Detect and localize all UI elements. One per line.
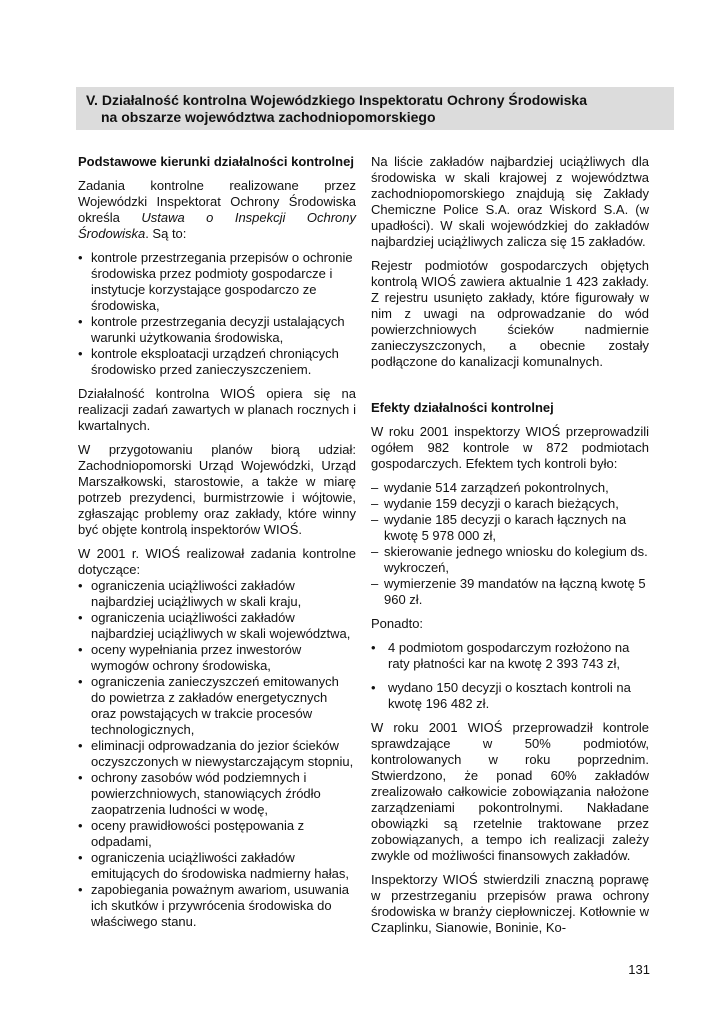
list-item: – wydanie 159 decyzji o karach bieżących, bbox=[371, 496, 649, 512]
list-item: • kontrole przestrzegania decyzji ustalających warunki użytkowania środowiska, bbox=[78, 314, 356, 346]
list-item: • oceny wypełniania przez inwestorów wymogów ochrony środowiska, bbox=[78, 642, 356, 674]
paragraph: Działalność kontrolna WIOŚ opiera się na realizacji zadań zawartych w planach rocznych i kwartalnych. bbox=[78, 386, 356, 433]
list-item: – wymierzenie 39 mandatów na łączną kwotę 5 960 zł. bbox=[371, 576, 649, 608]
paragraph: W przygotowaniu planów biorą udział: Zachodniopomorski Urząd Wojewódzki, Urząd Marszałkowski, starostowie, a także w miarę potrzeb prezydenci, burmistrzowie i wójtowie, zgłaszając problemy oraz zakłady, które winny być objęte kontrolą inspektorów WIOŚ. bbox=[78, 442, 356, 537]
control-results-list bbox=[371, 480, 649, 608]
list-item: • zapobiegania poważnym awariom, usuwania ich skutków i przywrócenia środowiska do właściwego stanu. bbox=[78, 882, 356, 930]
tasks-list bbox=[78, 250, 356, 378]
list-item: – wydanie 185 decyzji o karach łącznych na kwotę 5 978 000 zł, bbox=[371, 512, 649, 544]
paragraph bbox=[78, 178, 356, 242]
paragraph: Inspektorzy WIOŚ stwierdzili znaczną poprawę w przestrzeganiu przepisów prawa ochrony środowiska w branży ciepłowniczej. Kotłownie w Czaplinku, Sianowie, Boninie, Ko- bbox=[371, 872, 649, 935]
list-item: • kontrole eksploatacji urządzeń chroniących środowisko przed zanieczyszczeniem. bbox=[78, 346, 356, 378]
right-column bbox=[371, 154, 649, 944]
paragraph: Rejestr podmiotów gospodarczych objętych kontrolą WIOŚ zawiera aktualnie 1 423 zakłady. Z rejestru usunięto zakłady, które figurowały w nim z uwagi na odprowadzanie do wód powierzchniowych ścieków nadmiernie zanieczyszczonych, a obecnie zostały podłączone do kanalizacji komunalnych. bbox=[371, 258, 649, 369]
list-item: – wydanie 514 zarządzeń pokontrolnych, bbox=[371, 480, 649, 496]
control-topics-list bbox=[78, 578, 356, 930]
paragraph: W 2001 r. WIOŚ realizował zadania kontrolne dotyczące: bbox=[78, 546, 356, 577]
page-number: 131 bbox=[628, 962, 650, 977]
list-item: • wydano 150 decyzji o kosztach kontroli na kwotę 196 482 zł. bbox=[371, 680, 649, 712]
section-subheading-efekty: Efekty działalności kontrolnej bbox=[371, 400, 554, 415]
list-item: – skierowanie jednego wniosku do kolegium ds. wykroczeń, bbox=[371, 544, 649, 576]
list-item: • oceny prawidłowości postępowania z odpadami, bbox=[78, 818, 356, 850]
chapter-heading bbox=[76, 87, 674, 130]
paragraph: W roku 2001 WIOŚ przeprowadził kontrole sprawdzające w 50% podmiotów, kontrolowanych w roku poprzednim. Stwierdzono, że ponad 60% zakładów zrealizowało całkowicie zobowiązania nałożone zarządzeniami pokontrolnymi. Nakładane obowiązki są rzetelnie traktowane przez zobowiązanych, a tempo ich realizacji zależy zwykle od możliwości finansowych zakładów. bbox=[371, 720, 649, 863]
left-column bbox=[78, 154, 356, 938]
law-title: Ustawa o Inspekcji Ochrony Środowiska bbox=[78, 210, 356, 241]
paragraph: Ponadto: bbox=[371, 616, 424, 631]
list-item: • ochrony zasobów wód podziemnych i powierzchniowych, stanowiących źródło zaopatrzenia ludności w wodę, bbox=[78, 770, 356, 818]
chapter-heading-line1: V. Działalność kontrolna Wojewódzkiego Inspektoratu Ochrony Środowiska bbox=[86, 92, 587, 108]
additional-results-list bbox=[371, 640, 649, 712]
text-span: . Są to: bbox=[145, 226, 187, 241]
spacer bbox=[371, 378, 649, 400]
chapter-heading-line2: na obszarze województwa zachodniopomorskiego bbox=[101, 109, 436, 125]
list-item: • ograniczenia uciążliwości zakładów najbardziej uciążliwych w skali województwa, bbox=[78, 610, 356, 642]
section-subheading-kierunki: Podstawowe kierunki działalności kontrolnej bbox=[78, 154, 354, 169]
text-span: Zadania kontrolne realizowane przez Wojewódzki Inspektorat Ochrony Środowiska określa bbox=[78, 178, 356, 225]
list-item: • ograniczenia uciążliwości zakładów najbardziej uciążliwych w skali kraju, bbox=[78, 578, 356, 610]
list-item: • 4 podmiotom gospodarczym rozłożono na raty płatności kar na kwotę 2 393 743 zł, bbox=[371, 640, 649, 672]
paragraph: W roku 2001 inspektorzy WIOŚ przeprowadzili ogółem 982 kontrole w 872 podmiotach gospodarczych. Efektem tych kontroli było: bbox=[371, 424, 649, 471]
list-item: • kontrole przestrzegania przepisów o ochronie środowiska przez podmioty gospodarcze i instytucje korzystające gospodarczo ze środowiska, bbox=[78, 250, 356, 314]
list-item: • ograniczenia uciążliwości zakładów emitujących do środowiska nadmierny hałas, bbox=[78, 850, 356, 882]
paragraph: Na liście zakładów najbardziej uciążliwych dla środowiska w skali krajowej z województwa zachodniopomorskiego znajdują się Zakłady Chemiczne Police S.A. oraz Wiskord S.A. (w upadłości). W skali wojewódzkiej do zakładów najbardziej uciążliwych zalicza się 15 zakładów. bbox=[371, 154, 649, 249]
list-item: • eliminacji odprowadzania do jezior ścieków oczyszczonych w niewystarczającym stopniu, bbox=[78, 738, 356, 770]
list-item: • ograniczenia zanieczyszczeń emitowanych do powietrza z zakładów energetycznych oraz powstających w trakcie procesów technologicznych, bbox=[78, 674, 356, 738]
